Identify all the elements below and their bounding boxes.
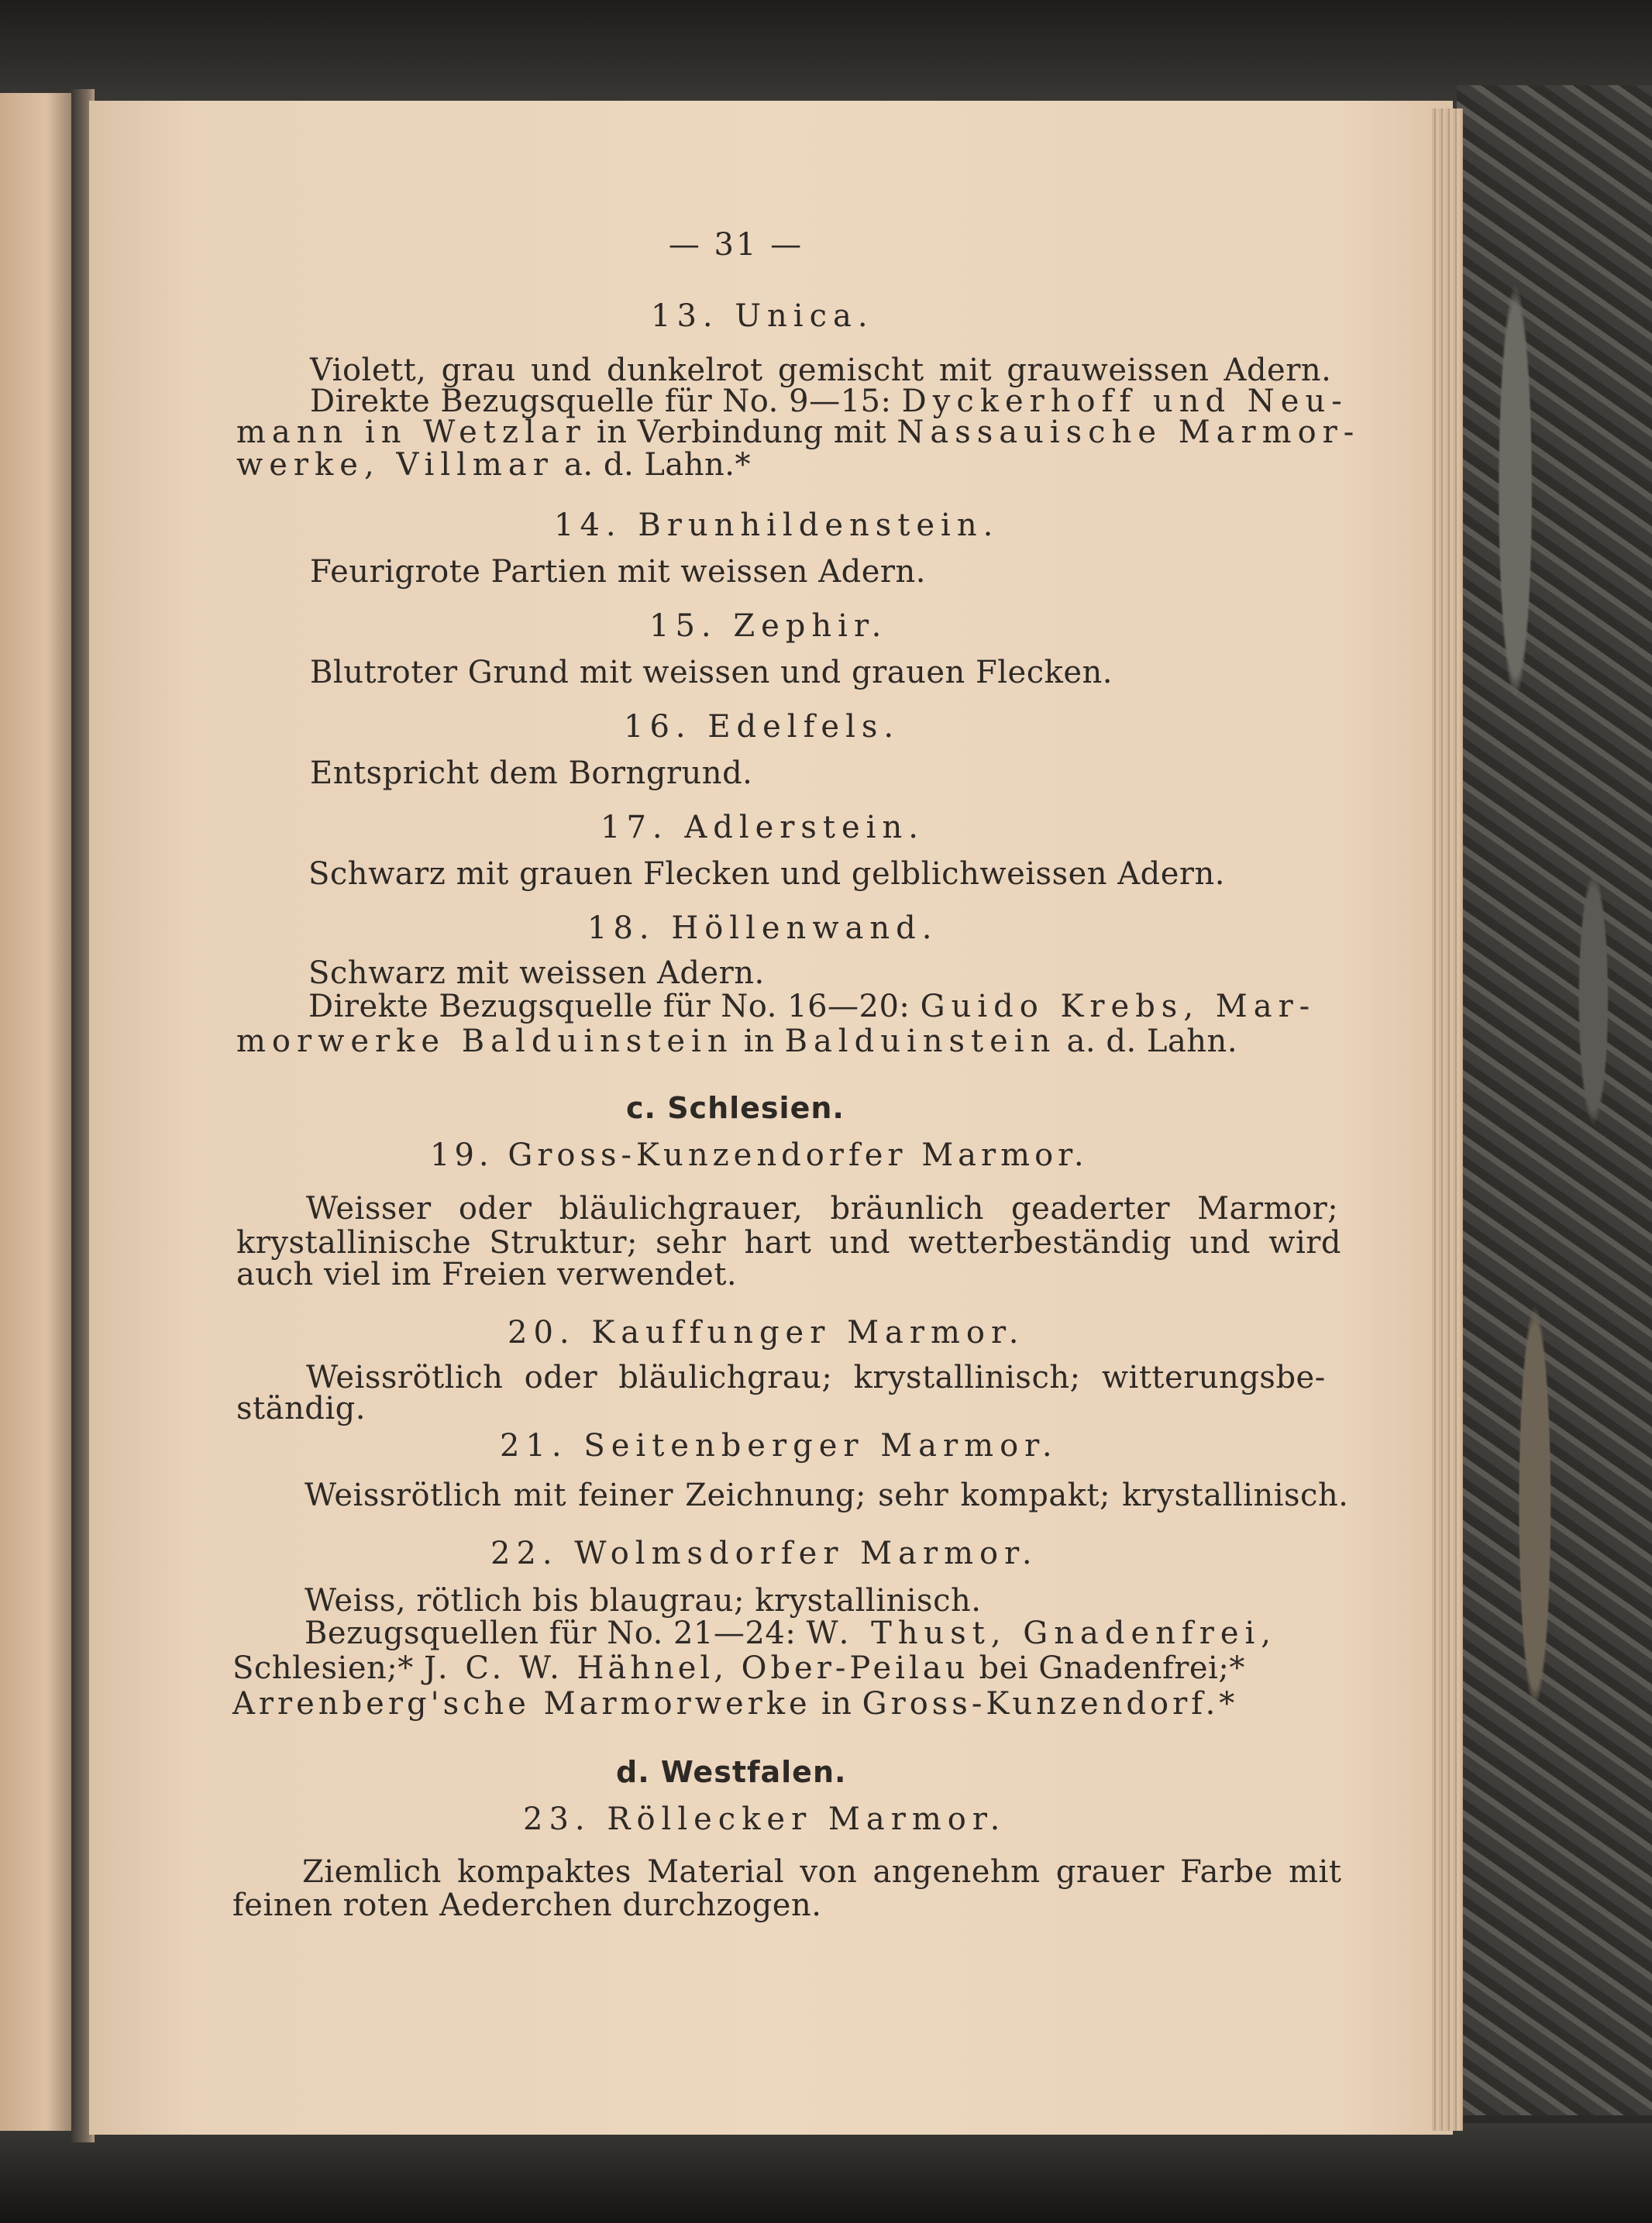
entry-22-line-4: Arrenberg'sche Marmorwerke in Gross-Kunzendorf.* xyxy=(232,1686,1239,1722)
page-number: — 31 — xyxy=(668,227,804,263)
entry-22-line-1: Weiss, rötlich bis blaugrau; krystallinisch. xyxy=(305,1583,982,1619)
entry-23-line-1: Ziemlich kompaktes Material von angenehm grauer Farbe mit xyxy=(302,1854,1342,1890)
entry-19-line-1: Weisser oder bläulichgrauer, bräunlich geaderter Marmor; xyxy=(306,1191,1339,1227)
entry-18-line-1: Schwarz mit weissen Adern. xyxy=(308,955,765,991)
section-c-heading: c. Schlesien. xyxy=(626,1091,845,1125)
entry-13-title: 13. Unica. xyxy=(651,298,874,334)
entry-19-line-2: krystallinische Struktur; sehr hart und wetterbeständig und wird xyxy=(236,1225,1341,1261)
book-cover-bottom xyxy=(0,2123,1652,2223)
entry-19-line-3: auch viel im Freien verwendet. xyxy=(236,1257,738,1292)
entry-21-title: 21. Seitenberger Marmor. xyxy=(500,1428,1058,1464)
entry-22-line-2: Bezugsquellen für No. 21—24: W. Thust, Gnadenfrei, xyxy=(305,1616,1278,1651)
entry-18-title: 18. Höllenwand. xyxy=(587,910,938,946)
entry-13-line-2: Direkte Bezugsquelle für No. 9—15: Dyckerhoff und Neu- xyxy=(310,384,1348,419)
entry-23-line-2: feinen roten Aederchen durchzogen. xyxy=(232,1887,822,1923)
left-page-edge xyxy=(0,93,77,2131)
entry-19-title: 19. Gross-Kunzendorfer Marmor. xyxy=(430,1137,1089,1173)
section-d-heading: d. Westfalen. xyxy=(616,1755,847,1789)
entry-22-line-3: Schlesien;* J. C. W. Hähnel, Ober-Peilau bei Gnadenfrei;* xyxy=(232,1650,1245,1686)
entry-13-line-1: Violett, grau und dunkelrot gemischt mit grauweissen Adern. xyxy=(310,353,1332,388)
entry-21-line-1: Weissrötlich mit feiner Zeichnung; sehr kompakt; krystallinisch. xyxy=(305,1478,1349,1513)
entry-23-title: 23. Röllecker Marmor. xyxy=(523,1801,1007,1837)
entry-13-line-3: mann in Wetzlar in Verbindung mit Nassauische Marmor- xyxy=(236,415,1361,450)
entry-17-title: 17. Adlerstein. xyxy=(601,810,924,845)
entry-22-title: 22. Wolmsdorfer Marmor. xyxy=(490,1536,1038,1571)
entry-15-title: 15. Zephir. xyxy=(649,608,888,644)
entry-18-line-2: Direkte Bezugsquelle für No. 16—20: Guido Krebs, Mar- xyxy=(308,989,1316,1024)
entry-13-line-4: werke, Villmar a. d. Lahn.* xyxy=(236,447,752,483)
entry-20-title: 20. Kauffunger Marmor. xyxy=(508,1315,1025,1351)
book-cover-top xyxy=(0,0,1652,108)
entry-20-line-1: Weissrötlich oder bläulichgrau; krystallinisch; witterungsbe- xyxy=(306,1360,1326,1395)
entry-14-title: 14. Brunhildenstein. xyxy=(554,508,1000,543)
page-edges xyxy=(1432,108,1463,2131)
entry-20-line-2: ständig. xyxy=(236,1391,366,1426)
entry-14-line-1: Feurigrote Partien mit weissen Adern. xyxy=(310,554,926,590)
entry-16-line-1: Entspricht dem Borngrund. xyxy=(310,755,753,791)
entry-15-line-1: Blutroter Grund mit weissen und grauen Flecken. xyxy=(310,655,1113,690)
entry-17-line-1: Schwarz mit grauen Flecken und gelblichweissen Adern. xyxy=(308,856,1226,892)
entry-18-line-3: morwerke Balduinstein in Balduinstein a. d. Lahn. xyxy=(236,1024,1238,1059)
marbled-cover xyxy=(1457,85,1652,2115)
entry-16-title: 16. Edelfels. xyxy=(624,709,900,745)
